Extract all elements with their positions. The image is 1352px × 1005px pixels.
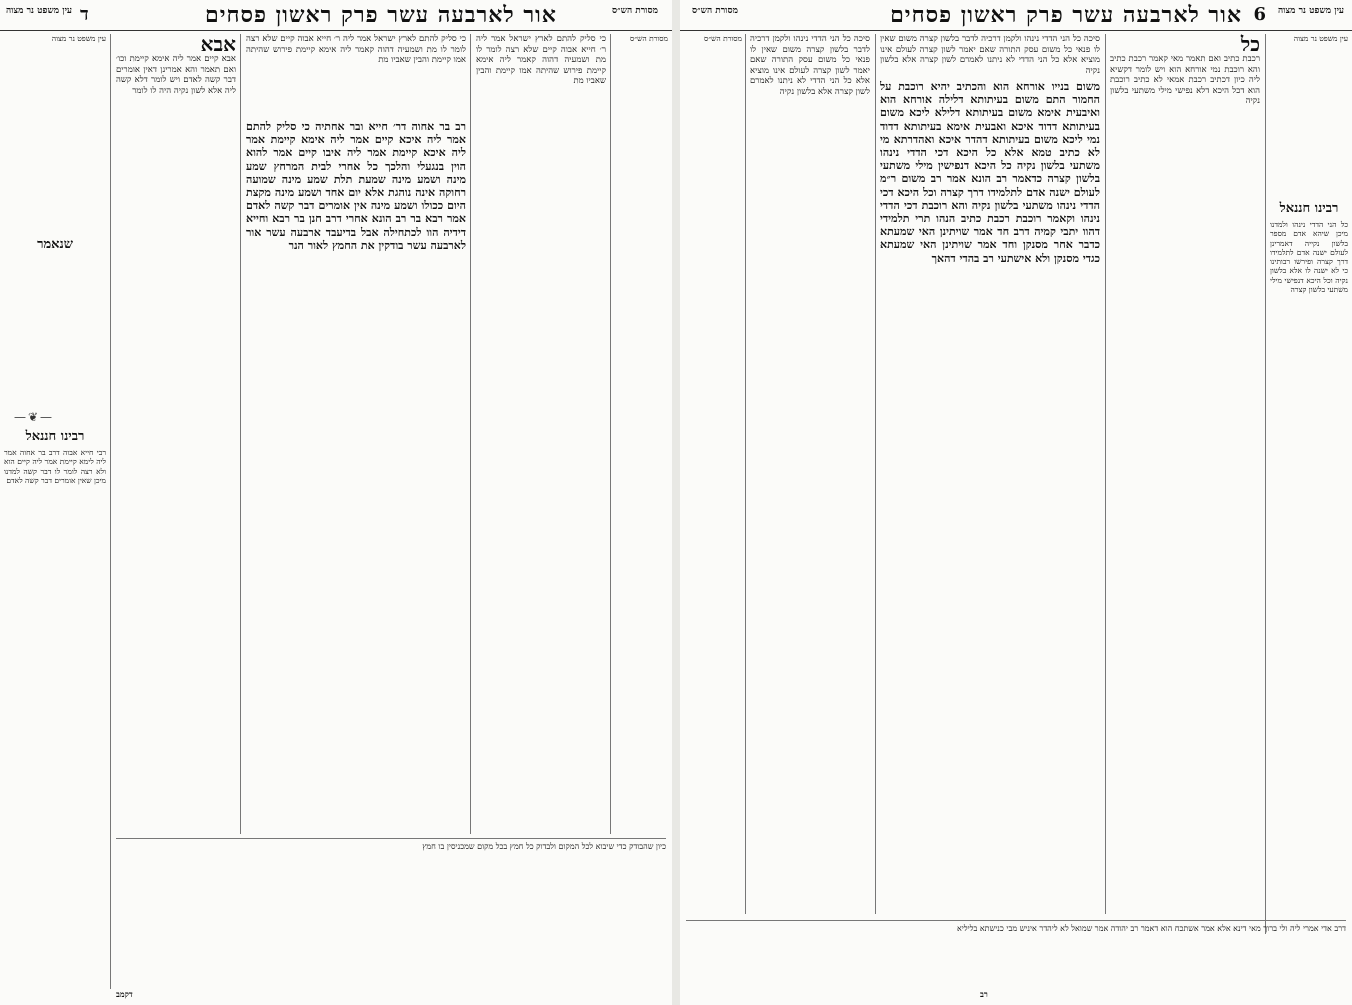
page-number: 6 (1253, 4, 1266, 25)
column-divider (110, 34, 111, 989)
column-divider (470, 34, 471, 834)
tosafot-text: רכבת כתיב ואם תאמר מאי קאמר רכבת כתיב והא רוכבת נמי אורחא הוא ויש לומר דקשיא ליה כיון דכתיב רכבת אמאי לא כתיב רוכבת הוא דכל היכא דלא נפישי מילי משתעי בלשון נקיה (1110, 54, 1260, 107)
page-letter: ד (80, 4, 89, 25)
column-divider (240, 34, 241, 834)
gemara-top-commentary: כי סליק להתם לארץ ישראל אמר ליה ר׳ חייא אבוה קיים שלא רצה לומר לו מת ושמעיה דהוה קאמר ליה אימא קיימת פירוש שהיתה אמו קיימת והבין שאביו מת (246, 34, 466, 66)
bottom-commentary: כיון שהבודק כדי שיבוא לכל המקום ולבדוק כל חמץ בכל מקום שמכניסין בו חמץ (422, 842, 666, 851)
column-divider (1265, 34, 1266, 934)
rashi-column (476, 34, 606, 834)
rabbeinu-chananel-heading: רבינו חננאל (1279, 201, 1339, 216)
left-page-header (0, 0, 672, 30)
mesoret-hashas-label: מסורת הש״ס (612, 6, 658, 16)
tosafot-column (1110, 34, 1260, 914)
ein-mishpat-label: עין משפט נר מצוה (5, 6, 73, 16)
bottom-commentary: דרב אדי אמרי ליה ולי ברוך מאי דינא אלא אמר אשתכח הוא דאמר רב יהודה אמר שמואל לא ליהדר איניש מבי כנישתא בליליא (956, 924, 1346, 933)
section-heading: שנאמר (37, 237, 73, 252)
ein-mishpat-text: עין משפט נר מצוה (1293, 34, 1348, 43)
column-divider (745, 34, 746, 914)
tosafot-opening: אבא (200, 34, 236, 56)
rabbeinu-chananel-text: כל הני הדדי נינהו ולמדנו מיכן שיהא אדם מספר בלשון נקייה דאמרינן לעולם ישנה אדם לתלמידו דרך קצרה ופירשו רבותינו כי לא ישנה לו אלא בלשון נקיה וכל היכא דנפישי מילי משתעי בלשון קצרה (1270, 220, 1348, 295)
page-title: אור לארבעה עשר פרק ראשון פסחים (890, 2, 1242, 28)
ornament-divider: —❦— (14, 410, 55, 424)
rashi-text: סיכה כל הני הדדי נינהו ולקמן דרכיה לדבר בלשון קצרה משום שאין לו פנאי כל משום עסק התורה שאם יאמר לשון קצרה לעולם אינו מוציא אלא כל הני הדדי לא ניתנו לאמרם לשון קצרה אלא בלשון נקיה (750, 34, 870, 97)
gemara-top-commentary: סיכה כל הני הדדי נינהו ולקמן דרכיה לדבר בלשון קצרה משום שאין לו פנאי כל משום עסק התורה שאם יאמר לשון קצרה לעולם אינו מוציא אלא כל הני הדדי לא ניתנו לאמרם לשון קצרה אלא בלשון נקיה (880, 34, 1100, 76)
tosafot-text: אבא קיים אמר ליה אימא קיימת וכו׳ ואם תאמר והא אמרינן דאין אומרים דבר קשה לאדם ויש לומר דלא קשה ליה אלא לשון נקיה היה לו לומר (116, 54, 236, 96)
bottom-rule (116, 838, 666, 839)
column-divider (610, 34, 611, 834)
rashi-text: כי סליק להתם לארץ ישראל אמר ליה ר׳ חייא אבוה קיים שלא רצה לומר לו מת ושמעיה דהוה קאמר ליה אימא קיימת פירוש שהיתה אמו קיימת והבין שאביו מת (476, 34, 606, 87)
ein-mishpat-column: עין משפט נר מצוה (51, 34, 106, 43)
column-divider (1105, 34, 1106, 914)
rabbeinu-chananel-text: רבי חייא אבוה דרב בר אחוה אמר ליה לימא קיימת אמר ליה קיים הוא ולא רצה לומר לו דבר קשה למדנו מיכן שאין אומרים דבר קשה לאדם (4, 448, 106, 485)
rabbeinu-chananel-heading: רבינו חננאל (25, 429, 85, 444)
rashi-column (750, 34, 870, 914)
gemara-main-text: רב בר אחוה דר׳ חייא ובר אחתיה כי סליק להתם אמר ליה איכא קיים אמר ליה אימא קיימת אמר ליה איכא קיימת אמר ליה איבו קיים אמר להוא הוין בנגעלי והלכך כל אחרי לבית המרחץ שמע מינה ושמע מינה שמעת תלת שמע מינה שמועה רחוקה אינה נוהגת אלא יום אחד ושמע מינה מקצת היום ככולו ושמע מינה אין אומרים דבר קשה לאדם אמר רבא בר רב הונא אחרי דרב חנן בר רבא וחייא דידיה הוו לכתחילה אבל בדיעבד ארבעה עשר אור לארבעה עשר בודקין את החמץ לאור הנר (246, 120, 466, 252)
column-divider (875, 34, 876, 914)
header-rule (680, 30, 1352, 31)
ein-mishpat-label: עין משפט נר מצוה (1277, 6, 1345, 16)
book-gutter (672, 0, 680, 1005)
right-page-header (680, 0, 1352, 30)
ein-mishpat-column (1270, 34, 1348, 204)
gemara-main-text: משום בנייו אורחא הוא והכתיב יהיא רוכבת על החמור התם משום בעיתותא דלילה אורחא הוא ואיבעית אימא משום בעיתותא דלילא ליכא משום בעיתותא דדוד איכא ואבעית אימא בעיתותא דדוד נמי ליכא משום בעיתותא דהדר איכא ואהדרתא מי לא כתיב טמא אלא כל היכא דכי הדדי נינהו משתעי בלשון נקיה כל היכא דנפישין מילי משתעי בלשון קצרה כדאמר רב הונא אמר רב משום ר״מ לעולם ישנה אדם לתלמידו דרך קצרה וכל היכא דכי הדדי נינהו משתעי בלשון נקיה והא רוכבת דכי הדדי נינהו וקאמר רוכבת רכבת כתיב הנהו תרי תלמידי דהוו יתבי קמיה דרב חד אמר שויתינן האי שמעתא כדבר אחר מסנקן וחד אמר שויתינן האי שמעתא כגדי מסנקן ולא אישתעי רב בהדי דהאך (880, 80, 1100, 265)
right-page (680, 0, 1352, 1005)
mesoret-hashas-label: מסורת הש״ס (692, 6, 738, 16)
catchword: דקמב (116, 989, 133, 999)
mesoret-hashas-column: מסורת הש״ס (629, 34, 668, 43)
header-rule (0, 30, 672, 31)
mesoret-hashas-column: מסורת הש״ס (703, 34, 742, 43)
bottom-rule (686, 920, 1346, 921)
tosafot-opening: כל (1240, 34, 1260, 56)
left-page (0, 0, 672, 1005)
page-title: אור לארבעה עשר פרק ראשון פסחים (205, 2, 557, 28)
catchword: רב (980, 989, 988, 999)
